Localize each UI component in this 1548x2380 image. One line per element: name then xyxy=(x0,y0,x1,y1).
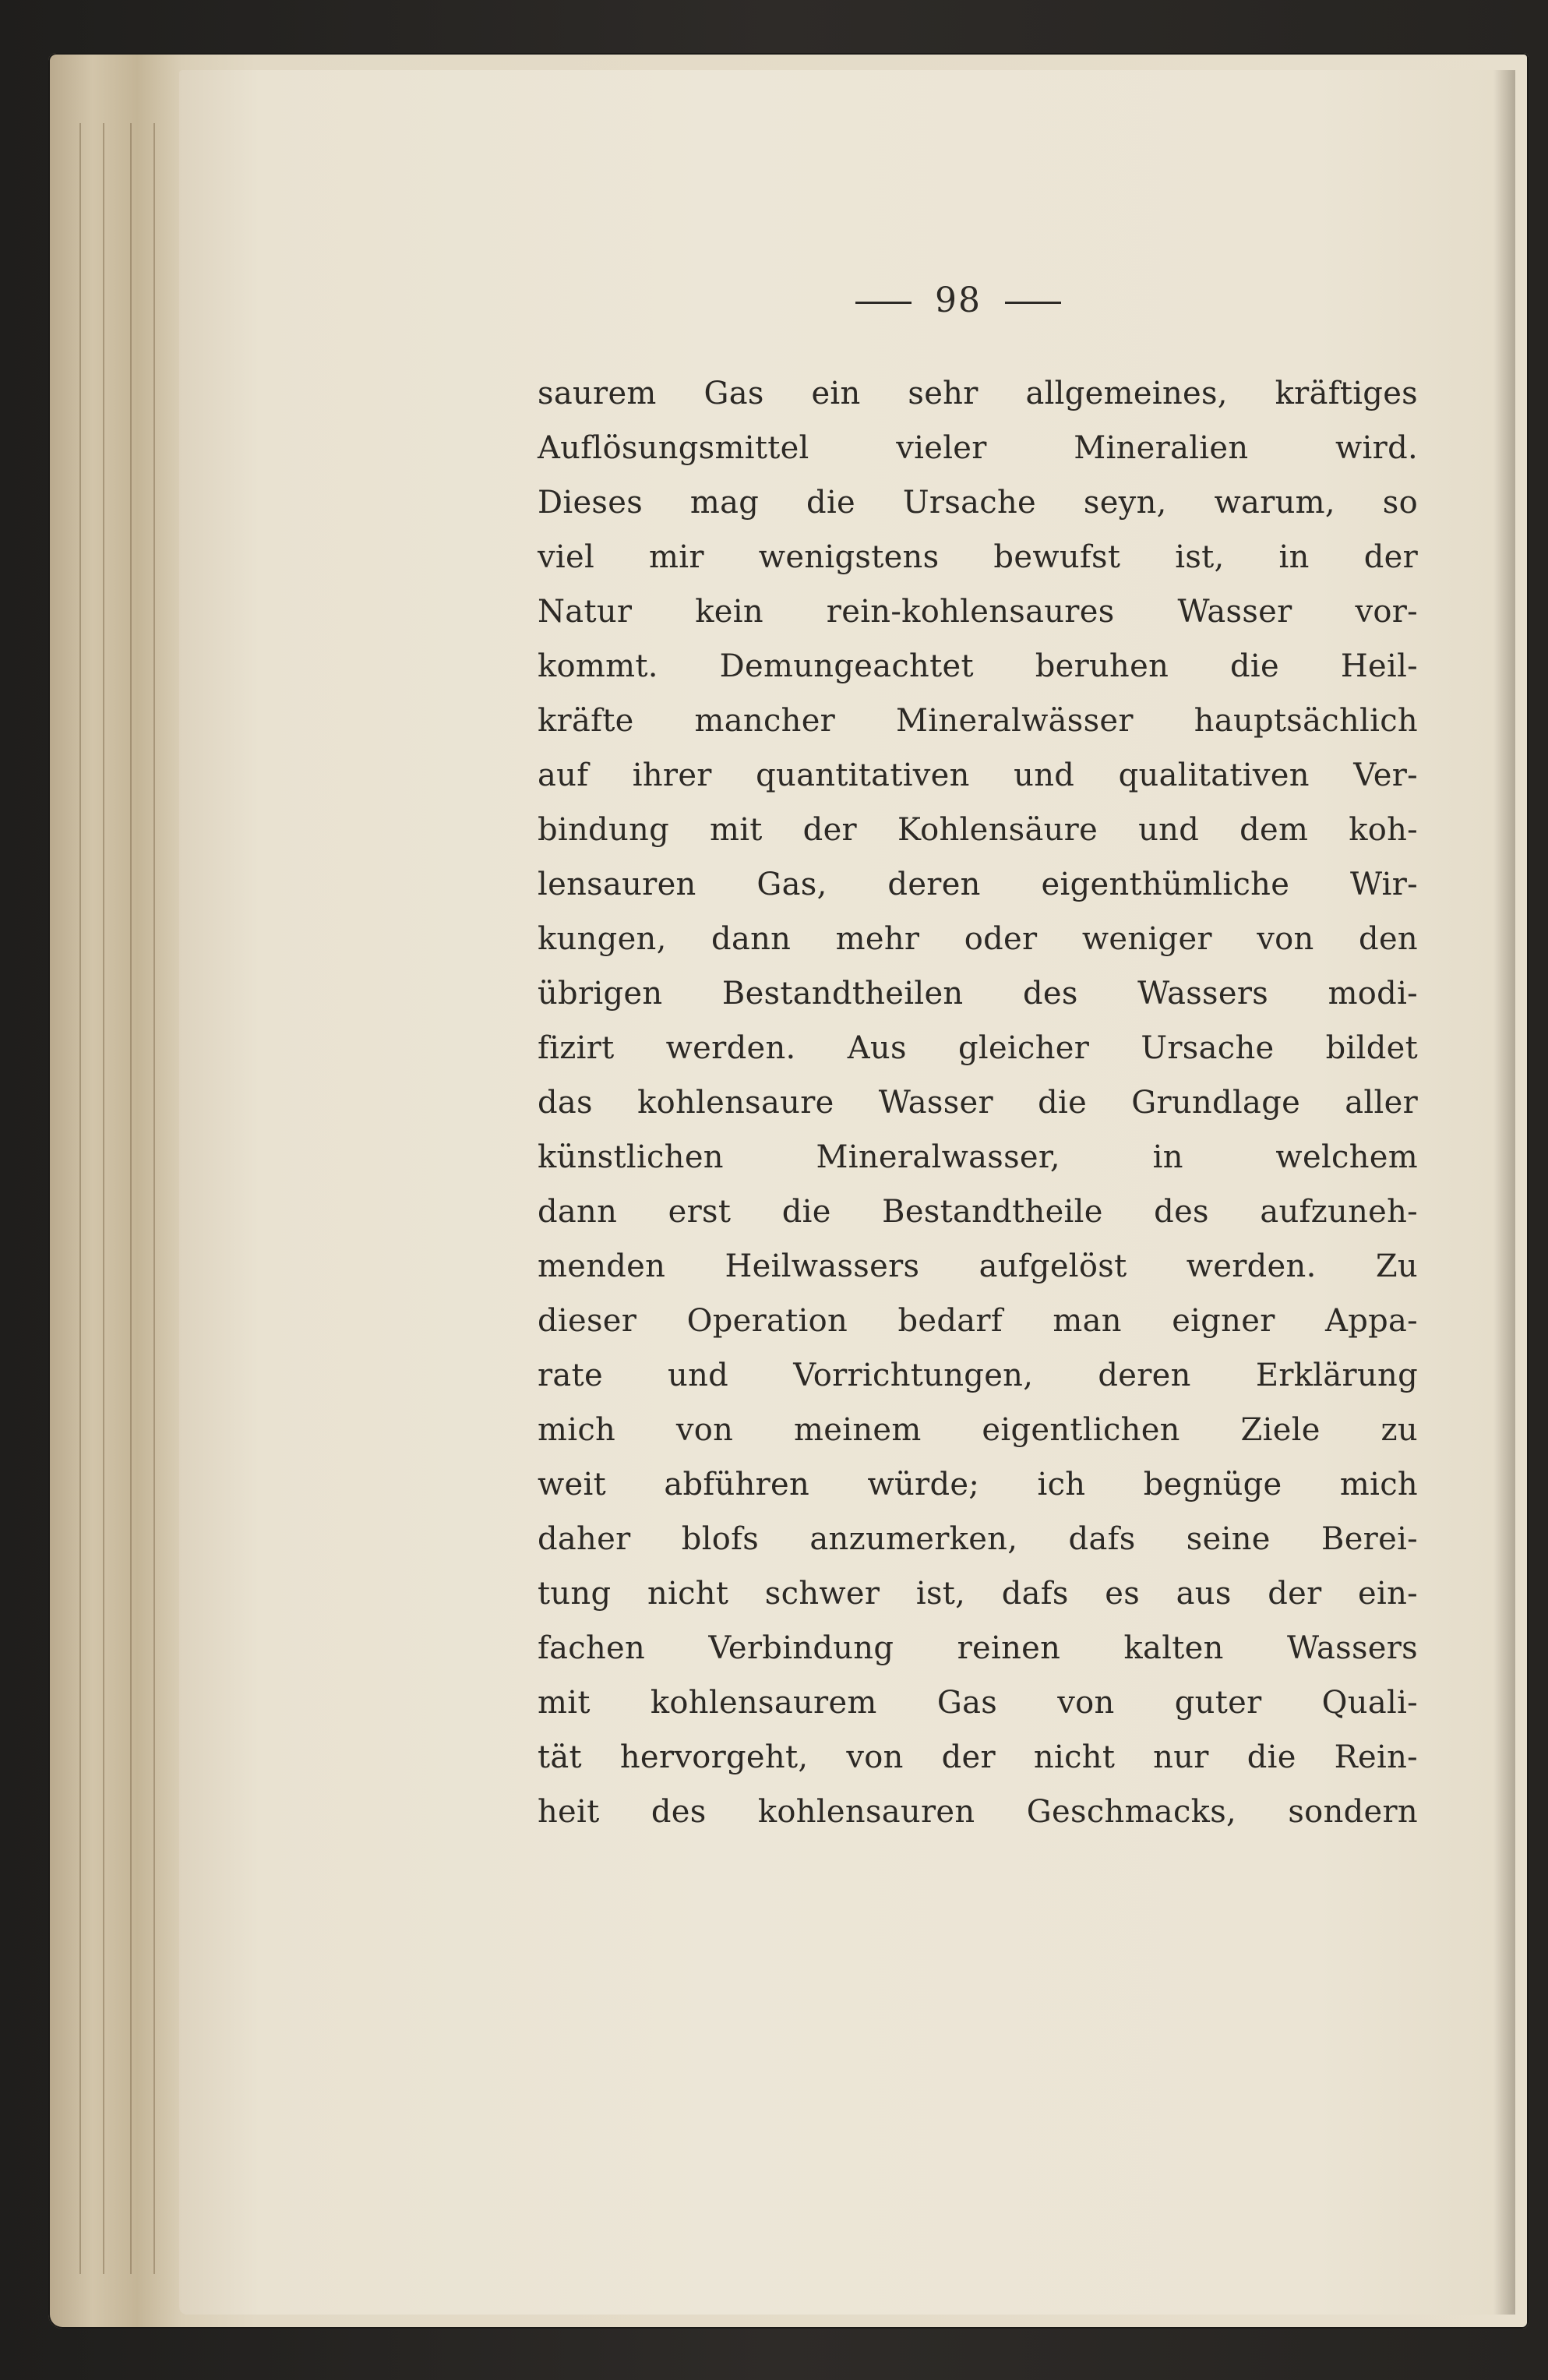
text-line: rate und Vorrichtungen, deren Erklärung xyxy=(538,1358,1418,1393)
text-line: künstlichen Mineralwasser, in welchem xyxy=(538,1139,1418,1175)
text-line: weit abführen würde; ich begnüge mich xyxy=(538,1467,1418,1503)
text-line: Auflösungsmittel vieler Mineralien wird. xyxy=(538,430,1418,466)
page-number: 98 xyxy=(935,281,982,320)
text-line: auf ihrer quantitativen und qualitativen Ver- xyxy=(538,757,1418,793)
text-line: heit des kohlensauren Geschmacks, sondern xyxy=(538,1794,1418,1830)
text-line: kräfte mancher Mineralwässer hauptsächlich xyxy=(538,703,1418,739)
text-line: mich von meinem eigentlichen Ziele zu xyxy=(538,1412,1418,1448)
text-line: Dieses mag die Ursache seyn, warum, so xyxy=(538,485,1418,521)
stack-edge-line xyxy=(153,123,155,2274)
header-dash-left xyxy=(855,302,912,304)
text-line: fizirt werden. Aus gleicher Ursache bildet xyxy=(538,1030,1418,1066)
stack-edge-line xyxy=(103,123,104,2274)
text-line: Natur kein rein-kohlensaures Wasser vor- xyxy=(538,594,1418,630)
text-line: dieser Operation bedarf man eigner Appa- xyxy=(538,1303,1418,1339)
text-line: fachen Verbindung reinen kalten Wassers xyxy=(538,1630,1418,1666)
header-dash-right xyxy=(1005,302,1061,304)
stack-edge-line xyxy=(79,123,81,2274)
text-line: dann erst die Bestandtheile des aufzuneh- xyxy=(538,1194,1418,1230)
text-line: mit kohlensaurem Gas von guter Quali- xyxy=(538,1685,1418,1721)
text-line: lensauren Gas, deren eigenthümliche Wir- xyxy=(538,867,1418,902)
stack-edge-line xyxy=(130,123,132,2274)
text-line: daher blofs anzumerken, dafs seine Berei- xyxy=(538,1521,1418,1557)
body-text xyxy=(538,366,1418,1839)
text-line: viel mir wenigstens bewufst ist, in der xyxy=(538,539,1418,575)
text-line: tät hervorgeht, von der nicht nur die Rein- xyxy=(538,1739,1418,1775)
text-line: saurem Gas ein sehr allgemeines, kräftiges xyxy=(538,376,1418,411)
text-line: bindung mit der Kohlensäure und dem koh- xyxy=(538,812,1418,848)
text-line: menden Heilwassers aufgelöst werden. Zu xyxy=(538,1248,1418,1284)
text-line: das kohlensaure Wasser die Grundlage aller xyxy=(538,1085,1418,1121)
page-header xyxy=(832,281,1084,320)
text-line: kommt. Demungeachtet beruhen die Heil- xyxy=(538,648,1418,684)
text-line: kungen, dann mehr oder weniger von den xyxy=(538,921,1418,957)
text-line: tung nicht schwer ist, dafs es aus der ein- xyxy=(538,1576,1418,1612)
text-line: übrigen Bestandtheilen des Wassers modi- xyxy=(538,976,1418,1012)
